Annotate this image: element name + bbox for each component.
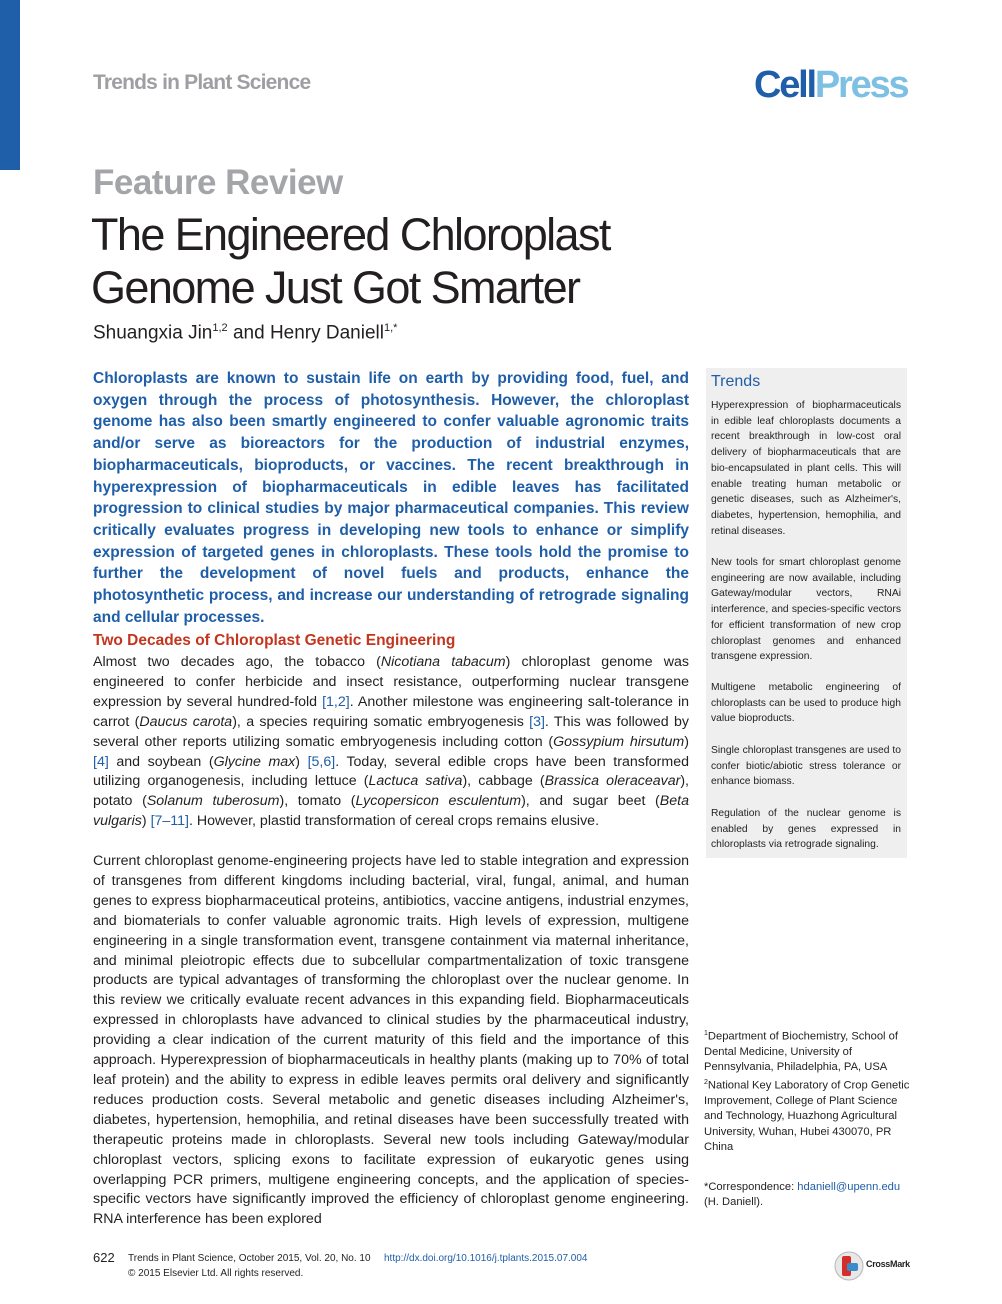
citation-link[interactable]: [3] <box>529 713 545 730</box>
correspondence <box>704 1180 914 1210</box>
text-span: ) <box>141 813 151 830</box>
text-span: ) <box>684 733 689 750</box>
doi-link[interactable]: http://dx.doi.org/10.1016/j.tplants.2015.07.004 <box>384 1253 588 1264</box>
crossmark-label: CrossMark <box>866 1259 910 1269</box>
title-line-1: The Engineered Chloroplast <box>91 209 610 260</box>
species-name: Solanum tuberosum <box>146 793 280 810</box>
text-span: ), potato ( <box>93 773 689 810</box>
trend-item: New tools for smart chloroplast genome engineering are now available, including Gateway/modular vectors, RNAi interference, and species-specific vectors for efficient transformation of new crop chloroplast genomes and enhanced transgene expression. <box>711 557 901 663</box>
species-name: Brassica oleraceavar <box>544 773 681 790</box>
logo-cell: Cell <box>754 64 815 106</box>
abstract: Chloroplasts are known to sustain life on earth by providing food, fuel, and oxygen through the process of photosynthesis. However, the chloroplast genome has also been smartly engineered to confer valuable agronomic traits and/or serve as bioreactors for the production of industrial enzymes, biopharmaceuticals, bioproducts, or vaccines. The recent breakthrough in hyperexpression of biopharmaceuticals in edible leaves has facilitated progression to clinical studies by major pharmaceutical companies. This review critically evaluates progress in developing new tools to enhance or simplify expression of targeted genes in chloroplasts. These tools hold the promise to further the development of novel fuels and products, enhance the photosynthetic process, and increase our understanding of retrograde signaling and cellular processes. <box>93 370 689 626</box>
species-name: Nicotiana tabacum <box>380 654 506 670</box>
trend-item: Single chloroplast transgenes are used to confer biotic/abiotic stress tolerance or enhance biomass. <box>711 745 901 788</box>
species-name: Gossypium hirsutum <box>553 733 685 750</box>
affiliation-2: National Key Laboratory of Crop Genetic Improvement, College of Plant Science and Technology, Huazhong Agricultural University, Wuhan, Hubei 430070, PR China <box>704 1080 910 1153</box>
author-name: Henry Daniell <box>269 322 384 344</box>
author-affiliation-mark: 1,* <box>383 322 398 334</box>
body-paragraph-1 <box>93 653 689 832</box>
species-name: Daucus carota <box>139 713 233 730</box>
affiliations <box>704 1026 910 1155</box>
species-name: Beta vulgaris <box>93 793 689 830</box>
correspondence-label: *Correspondence: <box>704 1181 798 1193</box>
text-span: ), cabbage ( <box>462 773 545 790</box>
citation-link[interactable]: [7–11] <box>150 813 189 830</box>
text-span: ) chloroplast genome was engineered to confer herbicide and insect resistance, outperforming nuclear transgene expression by several hundred-fold <box>93 654 689 710</box>
logo-press: Press <box>814 64 908 106</box>
affiliation-mark: 1 <box>704 1030 708 1037</box>
text-span: and soybean ( <box>108 753 214 770</box>
body-paragraph-2: Current chloroplast genome-engineering projects have led to stable integration and expression of transgenes from different kingdoms including bacterial, viral, fungal, animal, and human genes to express biopharmaceutical proteins, antibiotics, vaccine antigens, industrial enzymes, and biomaterials to confer valuable agronomic traits. High levels of expression, multigene engineering in a single transformation event, transgene containment via maternal inheritance, and minimal pleiotropic effects due to subcellular compartmentalization of toxic transgene products are typical advantages of transforming the chloroplast over the nuclear genome. In this review we critically evaluate recent advances in this expanding field. Biopharmaceuticals expressed in chloroplasts have advanced to clinical studies by the pharmaceutical industry, providing a clear indication of the current maturity of this field and the importance of this approach. Hyperexpression of biopharmaceuticals in healthy plants (making up to 70% of total leaf protein) and the ability to express in edible leaves permits oral delivery and significantly reduces production costs. Several metabolic and genetic diseases including Alzheimer's, diabetes, hypertension, hemophilia, and retinal diseases have been successfully treated with therapeutic proteins made in chloroplasts. Several new tools including Gateway/modular chloroplast vectors, splicing exons to facilitate expression of eukaryotic genes using overlapping PCR primers, multigene engineering concepts, and the application of species-specific vectors have significantly improved the efficiency of chloroplast genome engineering. RNA interference has been explored <box>93 853 689 1228</box>
affiliation-1: Department of Biochemistry, School of Dental Medicine, University of Pennsylvania, Philadelphia, PA, USA <box>704 1030 898 1074</box>
species-name: Glycine max <box>213 753 296 770</box>
author-conjunction: and <box>227 322 270 344</box>
citation-link[interactable]: [4] <box>93 753 109 770</box>
trend-item: Multigene metabolic engineering of chloroplasts can be used to produce high value bioproducts. <box>711 682 901 725</box>
text-span: ) <box>295 753 308 770</box>
citation-link[interactable]: [1,2] <box>322 693 350 710</box>
affiliation-mark: 2 <box>704 1079 708 1087</box>
correspondence-name: (H. Daniell). <box>704 1196 764 1209</box>
text-span: . This was followed by several other reports utilizing somatic embryogenesis including cotton ( <box>93 713 689 750</box>
species-name: Lycopersicon esculentum <box>355 793 522 810</box>
text-span: . Another milestone was engineering salt-tolerance in carrot ( <box>93 693 690 730</box>
species-name: Lactuca sativa <box>368 773 463 790</box>
journal-name: Trends in Plant Science <box>93 71 311 94</box>
text-span: ), a species requiring somatic embryogenesis <box>232 713 530 730</box>
text-span: Almost two decades ago, the tobacco ( <box>93 654 381 670</box>
text-span: ), and sugar beet ( <box>521 793 660 810</box>
title-line-2: Genome Just Got Smarter <box>91 262 580 313</box>
text-span: . Today, several edible crops have been transformed utilizing organogenesis, including lettuce ( <box>93 753 689 790</box>
text-span: . However, plastid transformation of cereal crops remains elusive. <box>188 813 600 830</box>
copyright: © 2015 Elsevier Ltd. All rights reserved. <box>128 1268 304 1279</box>
section-heading: Two Decades of Chloroplast Genetic Engineering <box>93 632 456 649</box>
page-number: 622 <box>93 1250 115 1265</box>
correspondence-email-link[interactable]: hdaniell@upenn.edu <box>797 1181 901 1193</box>
footer-citation: Trends in Plant Science, October 2015, Vol. 20, No. 10 <box>128 1253 371 1264</box>
cellpress-logo[interactable] <box>754 62 907 108</box>
author-affiliation-mark: 1,2 <box>212 322 228 334</box>
trend-item: Hyperexpression of biopharmaceuticals in edible leaf chloroplasts documents a recent breakthrough in low-cost oral delivery of biopharmaceuticals that are bio-encapsulated in plant cells. This will enable treating human metabolic or genetic diseases, such as Alzheimer's, diabetes, hypertension, hemophilia, and retinal diseases. <box>711 400 901 537</box>
trend-item: Regulation of the nuclear genome is enabled by genes expressed in chloroplasts via retrograde signaling. <box>711 808 901 851</box>
trends-title: Trends <box>711 373 761 390</box>
citation-link[interactable]: [5,6] <box>307 753 336 770</box>
text-span: ), tomato ( <box>279 793 356 810</box>
author-list <box>93 322 397 344</box>
author-name: Shuangxia Jin <box>93 322 213 344</box>
article-type: Feature Review <box>93 163 343 202</box>
article-title <box>91 208 610 314</box>
journal-color-bar <box>0 0 20 170</box>
